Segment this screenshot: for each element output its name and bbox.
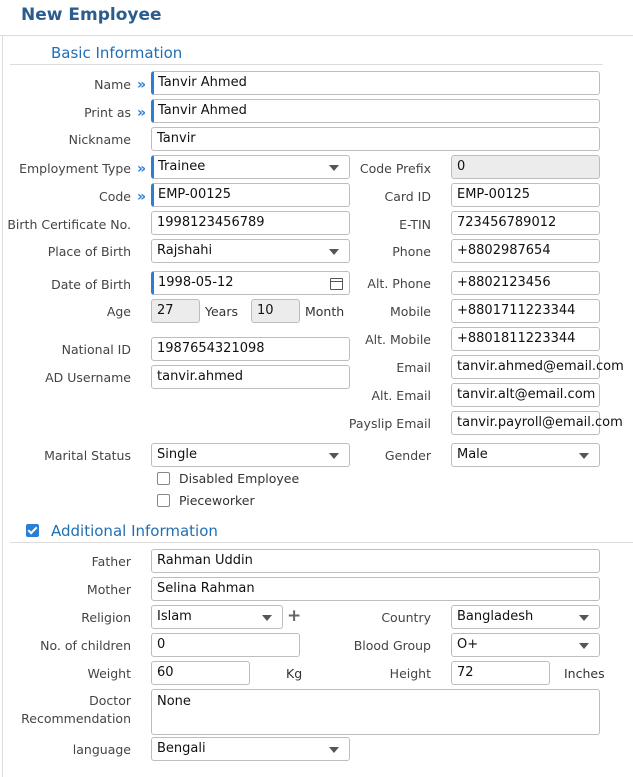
code-input[interactable]: EMP-00125 <box>151 183 350 207</box>
chevron-down-icon <box>579 643 589 649</box>
print-as-label: Print as <box>84 105 131 120</box>
translate-icon[interactable]: » <box>137 105 147 121</box>
doctor-recommendation-label <box>21 692 131 728</box>
card-id-label: Card ID <box>384 189 431 204</box>
children-input[interactable]: 0 <box>151 633 300 657</box>
mobile-input[interactable]: +8801711223344 <box>451 299 600 323</box>
add-religion-icon[interactable]: + <box>287 606 302 626</box>
translate-icon[interactable]: » <box>137 161 147 177</box>
country-value: Bangladesh <box>457 609 534 624</box>
pieceworker-checkbox[interactable] <box>157 494 170 507</box>
translate-icon[interactable]: » <box>137 77 147 93</box>
employment-type-select[interactable] <box>151 155 350 179</box>
form-left-border <box>2 36 3 777</box>
place-of-birth-value: Rajshahi <box>157 243 213 258</box>
father-input[interactable]: Rahman Uddin <box>151 549 600 573</box>
national-id-label: National ID <box>61 342 131 357</box>
name-label: Name <box>94 77 131 92</box>
disabled-employee-checkbox[interactable] <box>157 472 170 485</box>
birth-certificate-label: Birth Certificate No. <box>7 217 131 232</box>
weight-unit: Kg <box>286 666 303 681</box>
father-label: Father <box>91 554 131 569</box>
mobile-label: Mobile <box>389 304 431 319</box>
date-of-birth-value: 1998-05-12 <box>158 275 234 290</box>
etin-label: E-TIN <box>399 217 431 232</box>
chevron-down-icon <box>329 453 339 459</box>
chevron-down-icon <box>579 615 589 621</box>
chevron-down-icon <box>329 747 339 753</box>
code-prefix-input: 0 <box>451 155 600 179</box>
height-input[interactable]: 72 <box>451 661 550 685</box>
alt-mobile-input[interactable]: +8801811223344 <box>451 327 600 351</box>
place-of-birth-label: Place of Birth <box>47 244 131 259</box>
alt-email-input[interactable]: tanvir.alt@email.com <box>451 383 600 407</box>
disabled-employee-label: Disabled Employee <box>179 471 300 486</box>
religion-select[interactable] <box>151 605 283 629</box>
nickname-label: Nickname <box>68 132 131 147</box>
religion-value: Islam <box>157 609 192 624</box>
name-input[interactable]: Tanvir Ahmed <box>151 71 600 95</box>
alt-phone-input[interactable]: +8802123456 <box>451 271 600 295</box>
country-select[interactable] <box>451 605 600 629</box>
chevron-down-icon <box>262 615 272 621</box>
chevron-down-icon <box>329 249 339 255</box>
blood-group-label: Blood Group <box>353 638 431 653</box>
weight-input[interactable]: 60 <box>151 661 250 685</box>
employment-type-value: Trainee <box>158 159 206 174</box>
phone-label: Phone <box>392 244 431 259</box>
ad-username-label: AD Username <box>45 370 131 385</box>
blood-group-value: O+ <box>457 637 479 652</box>
card-id-input[interactable]: EMP-00125 <box>451 183 600 207</box>
marital-status-label: Marital Status <box>44 448 131 463</box>
phone-input[interactable]: +8802987654 <box>451 239 600 263</box>
religion-label: Religion <box>81 610 131 625</box>
code-prefix-label: Code Prefix <box>359 161 431 176</box>
language-select[interactable] <box>151 737 350 761</box>
mother-input[interactable]: Selina Rahman <box>151 577 600 601</box>
language-label: language <box>72 742 131 757</box>
section-divider <box>10 542 633 543</box>
age-years-input: 27 <box>151 299 200 323</box>
code-label: Code <box>98 189 131 204</box>
weight-label: Weight <box>87 666 131 681</box>
additional-information-title: Additional Information <box>51 522 218 540</box>
payslip-email-label: Payslip Email <box>348 416 431 431</box>
email-input[interactable]: tanvir.ahmed@email.com <box>451 355 600 379</box>
gender-value: Male <box>457 447 488 462</box>
gender-label: Gender <box>384 448 431 463</box>
doctor-label-line2: Recommendation <box>21 711 131 726</box>
pieceworker-label: Pieceworker <box>179 493 255 508</box>
children-label: No. of children <box>40 638 131 653</box>
place-of-birth-select[interactable] <box>151 239 350 263</box>
height-label: Height <box>389 666 431 681</box>
basic-information-title: Basic Information <box>51 44 183 62</box>
blood-group-select[interactable] <box>451 633 600 657</box>
national-id-input[interactable]: 1987654321098 <box>151 337 350 361</box>
age-years-unit: Years <box>205 304 238 319</box>
height-unit: Inches <box>564 666 605 681</box>
payslip-email-input[interactable]: tanvir.payroll@email.com <box>451 411 600 435</box>
mother-label: Mother <box>86 582 131 597</box>
age-months-unit: Month <box>305 304 345 319</box>
age-months-input: 10 <box>251 299 300 323</box>
date-of-birth-label: Date of Birth <box>51 277 131 292</box>
additional-information-checkbox[interactable] <box>26 524 39 537</box>
marital-status-value: Single <box>157 447 197 462</box>
date-of-birth-input[interactable] <box>151 271 350 295</box>
chevron-down-icon <box>579 453 589 459</box>
page-title: New Employee <box>21 5 162 25</box>
email-label: Email <box>396 360 431 375</box>
header-divider <box>0 35 633 36</box>
chevron-down-icon <box>329 165 339 171</box>
alt-phone-label: Alt. Phone <box>367 276 431 291</box>
section-divider <box>10 64 603 65</box>
doctor-recommendation-textarea[interactable]: None <box>151 689 600 735</box>
gender-select[interactable] <box>451 443 600 467</box>
doctor-label-line1: Doctor <box>89 693 131 708</box>
age-label: Age <box>106 304 131 319</box>
calendar-icon[interactable] <box>330 278 343 290</box>
ad-username-input[interactable]: tanvir.ahmed <box>151 365 350 389</box>
etin-input[interactable]: 723456789012 <box>451 211 600 235</box>
alt-mobile-label: Alt. Mobile <box>365 332 431 347</box>
nickname-input[interactable]: Tanvir <box>151 127 600 151</box>
language-value: Bengali <box>157 741 206 756</box>
employment-type-label: Employment Type <box>19 161 131 176</box>
birth-certificate-input[interactable]: 1998123456789 <box>151 211 350 235</box>
print-as-input[interactable]: Tanvir Ahmed <box>151 99 600 123</box>
marital-status-select[interactable] <box>151 443 350 467</box>
alt-email-label: Alt. Email <box>371 388 431 403</box>
translate-icon[interactable]: » <box>137 189 147 205</box>
country-label: Country <box>381 610 431 625</box>
